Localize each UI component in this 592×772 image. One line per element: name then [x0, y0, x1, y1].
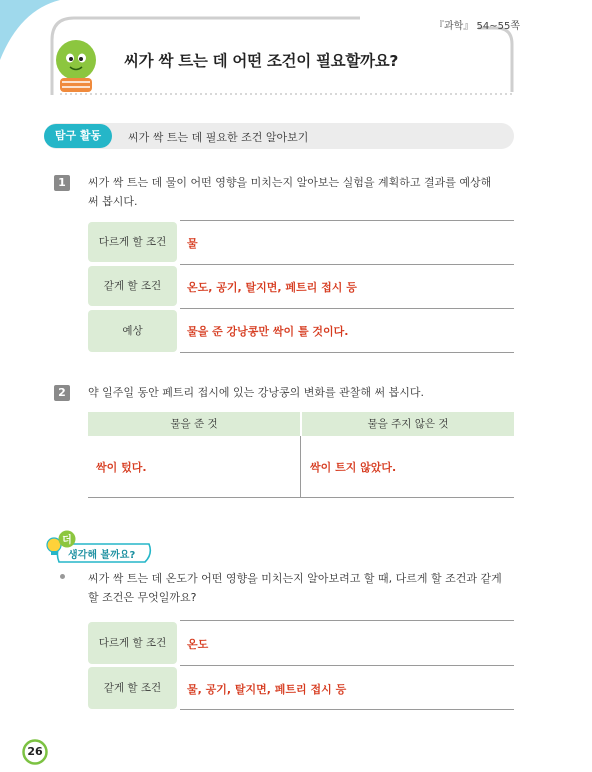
question-2-text: 약 일주일 동안 페트리 접시에 있는 강낭콩의 변화를 관찰해 써 봅시다. — [88, 386, 424, 399]
table-divider — [300, 436, 301, 497]
q1-row-label-1: 다르게 할 조건 — [88, 222, 177, 262]
table-line — [180, 352, 514, 353]
page-number: 26 — [27, 745, 43, 758]
mascot-seed-character — [44, 38, 108, 96]
think-row-label-2: 같게 할 조건 — [88, 667, 177, 709]
q1-row-label-3: 예상 — [88, 310, 177, 352]
q2-value-col-2: 싹이 트지 않았다. — [310, 461, 397, 474]
q2-header-col-2: 물을 주지 않은 것 — [302, 412, 514, 436]
think-badge-letter: 더 — [62, 535, 72, 546]
activity-title: 씨가 싹 트는 데 필요한 조건 알아보기 — [128, 131, 309, 144]
q2-header-col-1: 물을 준 것 — [88, 412, 300, 436]
table-line — [180, 220, 514, 221]
question-number-2: 2 — [54, 385, 70, 401]
think-question-line-2: 할 조건은 무엇일까요? — [88, 591, 197, 604]
table-line — [88, 497, 514, 498]
table-line — [180, 308, 514, 309]
bullet-point — [60, 574, 65, 579]
table-line — [180, 709, 514, 710]
table-line — [180, 665, 514, 666]
textbook-reference: 『과학』 54~55쪽 — [434, 21, 520, 32]
think-row-label-1: 다르게 할 조건 — [88, 622, 177, 664]
q1-row-value-3: 물을 준 강낭콩만 싹이 틀 것이다. — [187, 325, 349, 338]
question-1-line-1: 씨가 싹 트는 데 물이 어떤 영향을 미치는지 알아보는 실험을 계획하고 결과를 예상해 — [88, 176, 492, 189]
think-row-value-2: 물, 공기, 탈지면, 페트리 접시 등 — [187, 683, 347, 696]
table-line — [180, 264, 514, 265]
q1-row-value-2: 온도, 공기, 탈지면, 페트리 접시 등 — [187, 281, 357, 294]
think-badge-text: 생각해 볼까요? — [68, 550, 136, 561]
q2-value-col-1: 싹이 텄다. — [96, 461, 147, 474]
question-1-text — [88, 173, 491, 211]
page-title: 씨가 싹 트는 데 어떤 조건이 필요할까요? — [124, 52, 399, 70]
think-question-text — [88, 569, 502, 607]
q1-row-value-1: 물 — [187, 237, 198, 250]
q1-row-label-2: 같게 할 조건 — [88, 266, 177, 306]
think-row-value-1: 온도 — [187, 638, 209, 651]
activity-badge: 탐구 활동 — [44, 124, 112, 148]
table-line — [180, 620, 514, 621]
think-question-line-1: 씨가 싹 트는 데 온도가 어떤 영향을 미치는지 알아보려고 할 때, 다르게 할 조건과 같게 — [88, 572, 502, 585]
question-number-1: 1 — [54, 175, 70, 191]
question-1-line-2: 써 봅시다. — [88, 195, 138, 208]
